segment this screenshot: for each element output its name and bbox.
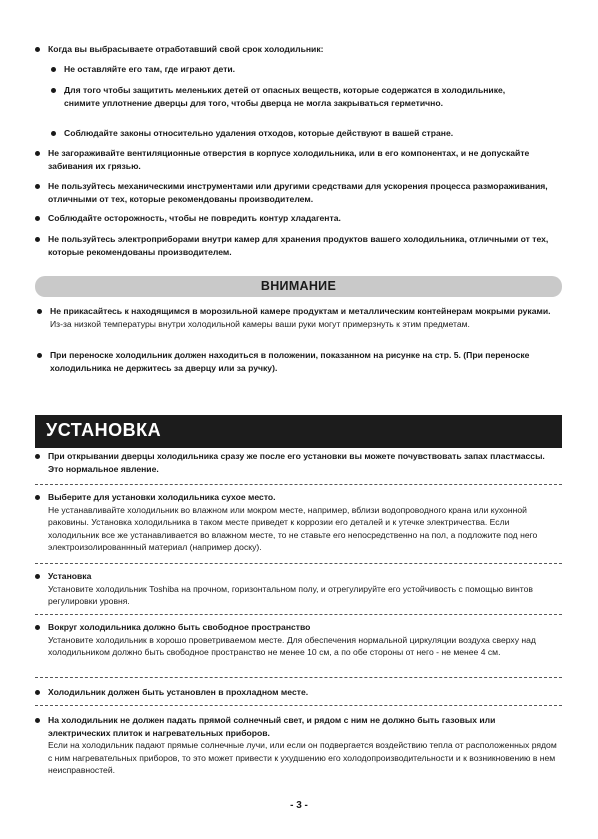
item-heading: Вокруг холодильника должно быть свободное пространство: [48, 622, 311, 632]
list-item: [35, 714, 560, 777]
list-item: [35, 450, 560, 475]
item-text: Не устанавливайте холодильник во влажном или мокром месте, например, вблизи водопроводного крана или кухонной раковины. Установка холодильника в таком месте приведет к коррозии его деталей и к утечке электричества. Если холодильник все же устанавливается во влажном месте, то не ставьте его непосредственно на пол, а подложите под него электроизолированнный материал (например доску).: [48, 504, 538, 552]
list-item: [35, 686, 560, 699]
item-text: Соблюдайте осторожность, чтобы не повредить контур хладагента.: [48, 213, 341, 223]
warning-item: [37, 305, 560, 330]
sub-list-item: [51, 63, 560, 76]
dashed-divider: [35, 614, 562, 615]
section-title: УСТАНОВКА: [46, 420, 162, 440]
bullet-icon: [35, 47, 40, 52]
list-item: [35, 43, 560, 56]
bullet-icon: [35, 151, 40, 156]
item-text: Когда вы выбрасываете отработавший свой срок холодильник:: [48, 44, 324, 54]
item-text: Не загораживайте вентиляционные отверстия в корпусе холодильника, или в его компонентах, и не допускайте забивания их грязью.: [48, 148, 530, 171]
dashed-divider: [35, 677, 562, 678]
item-text: Установите холодильник Toshiba на прочном, горизонтальном полу, и отрегулируйте его устойчивость с помощью винтов регулировки уровня.: [48, 583, 533, 606]
dashed-divider: [35, 484, 562, 485]
dashed-divider: [35, 705, 562, 706]
sub-list-item: [51, 84, 511, 109]
bullet-icon: [35, 184, 40, 189]
bullet-icon: [35, 625, 40, 630]
sub-list-item: [51, 127, 560, 140]
section-header: [35, 415, 562, 448]
item-heading: На холодильник не должен падать прямой солнечный свет, и рядом с ним не должно быть газовых или электрических плиток и нагревательных приборов.: [48, 715, 496, 738]
list-item: [35, 570, 560, 608]
dashed-divider: [35, 563, 562, 564]
list-item: [35, 491, 560, 554]
item-heading: Холодильник должен быть установлен в прохладном месте.: [48, 687, 309, 697]
bullet-icon: [35, 574, 40, 579]
item-text: Не пользуйтесь электроприборами внутри камер для хранения продуктов вашего холодильника, отличными от тех, которые рекомендованы производителем.: [48, 234, 549, 257]
item-text: Соблюдайте законы относительно удаления отходов, которые действуют в вашей стране.: [64, 128, 454, 138]
list-item: [35, 621, 560, 659]
bullet-icon: [51, 131, 56, 136]
item-heading: При открывании дверцы холодильника сразу же после его установки вы можете почувствовать запах пластмассы. Это нормальное явление.: [48, 451, 545, 474]
bullet-icon: [51, 88, 56, 93]
item-text: Не оставляйте его там, где играют дети.: [64, 64, 236, 74]
bullet-icon: [37, 353, 42, 358]
item-heading: Выберите для установки холодильника сухое место.: [48, 492, 276, 502]
list-item: [35, 180, 560, 205]
bullet-icon: [35, 718, 40, 723]
list-item: [35, 147, 560, 172]
list-item: [35, 212, 560, 225]
warning-title: ВНИМАНИЕ: [260, 279, 337, 293]
item-text: Установите холодильник в хорошо проветриваемом месте. Для обеспечения нормальной циркуляции воздуха сверху над холодильником должно быть свободное пространство не менее 10 см, а по обе стороны от него - не менее 4 см.: [48, 634, 536, 657]
bullet-icon: [35, 495, 40, 500]
bullet-icon: [37, 309, 42, 314]
bullet-icon: [35, 216, 40, 221]
item-heading: При переноске холодильник должен находиться в положении, показанном на рисунке на стр. 5. (При переноске холодильника не держитесь за дверцу или за ручку).: [50, 350, 530, 373]
bullet-icon: [35, 454, 40, 459]
item-text: Не пользуйтесь механическими инструментами или другими средствами для ускорения процесса размораживания, отличными от тех, которые рекомендованы производителем.: [48, 181, 548, 204]
item-text: Из-за низкой температуры внутри холодильной камеры ваши руки могут примерзнуть к этим предметам.: [50, 318, 470, 329]
bullet-icon: [35, 690, 40, 695]
list-item: [35, 233, 560, 258]
bullet-icon: [51, 67, 56, 72]
page-number: - 3 -: [290, 800, 308, 811]
item-heading: Не прикасайтесь к находящимся в морозильной камере продуктам и металлическим контейнерам мокрыми руками.: [50, 306, 551, 316]
item-text: Для того чтобы защитить меленьких детей от опасных веществ, которые содержатся в холодильнике, снимите уплотнение дверцы для того, чтобы дверца не могла закрываться герметично.: [64, 85, 506, 108]
item-heading: Установка: [48, 571, 92, 581]
bullet-icon: [35, 237, 40, 242]
warning-header: [35, 276, 562, 297]
item-text: Если на холодильник падают прямые солнечные лучи, или если он подвергается воздействию тепла от расположенных рядом с ним нагревательных приборов, то это может привести к ухудшению его холодопроизводительности и к возникновению в нем неисправностей.: [48, 740, 557, 775]
warning-item: [37, 349, 560, 374]
